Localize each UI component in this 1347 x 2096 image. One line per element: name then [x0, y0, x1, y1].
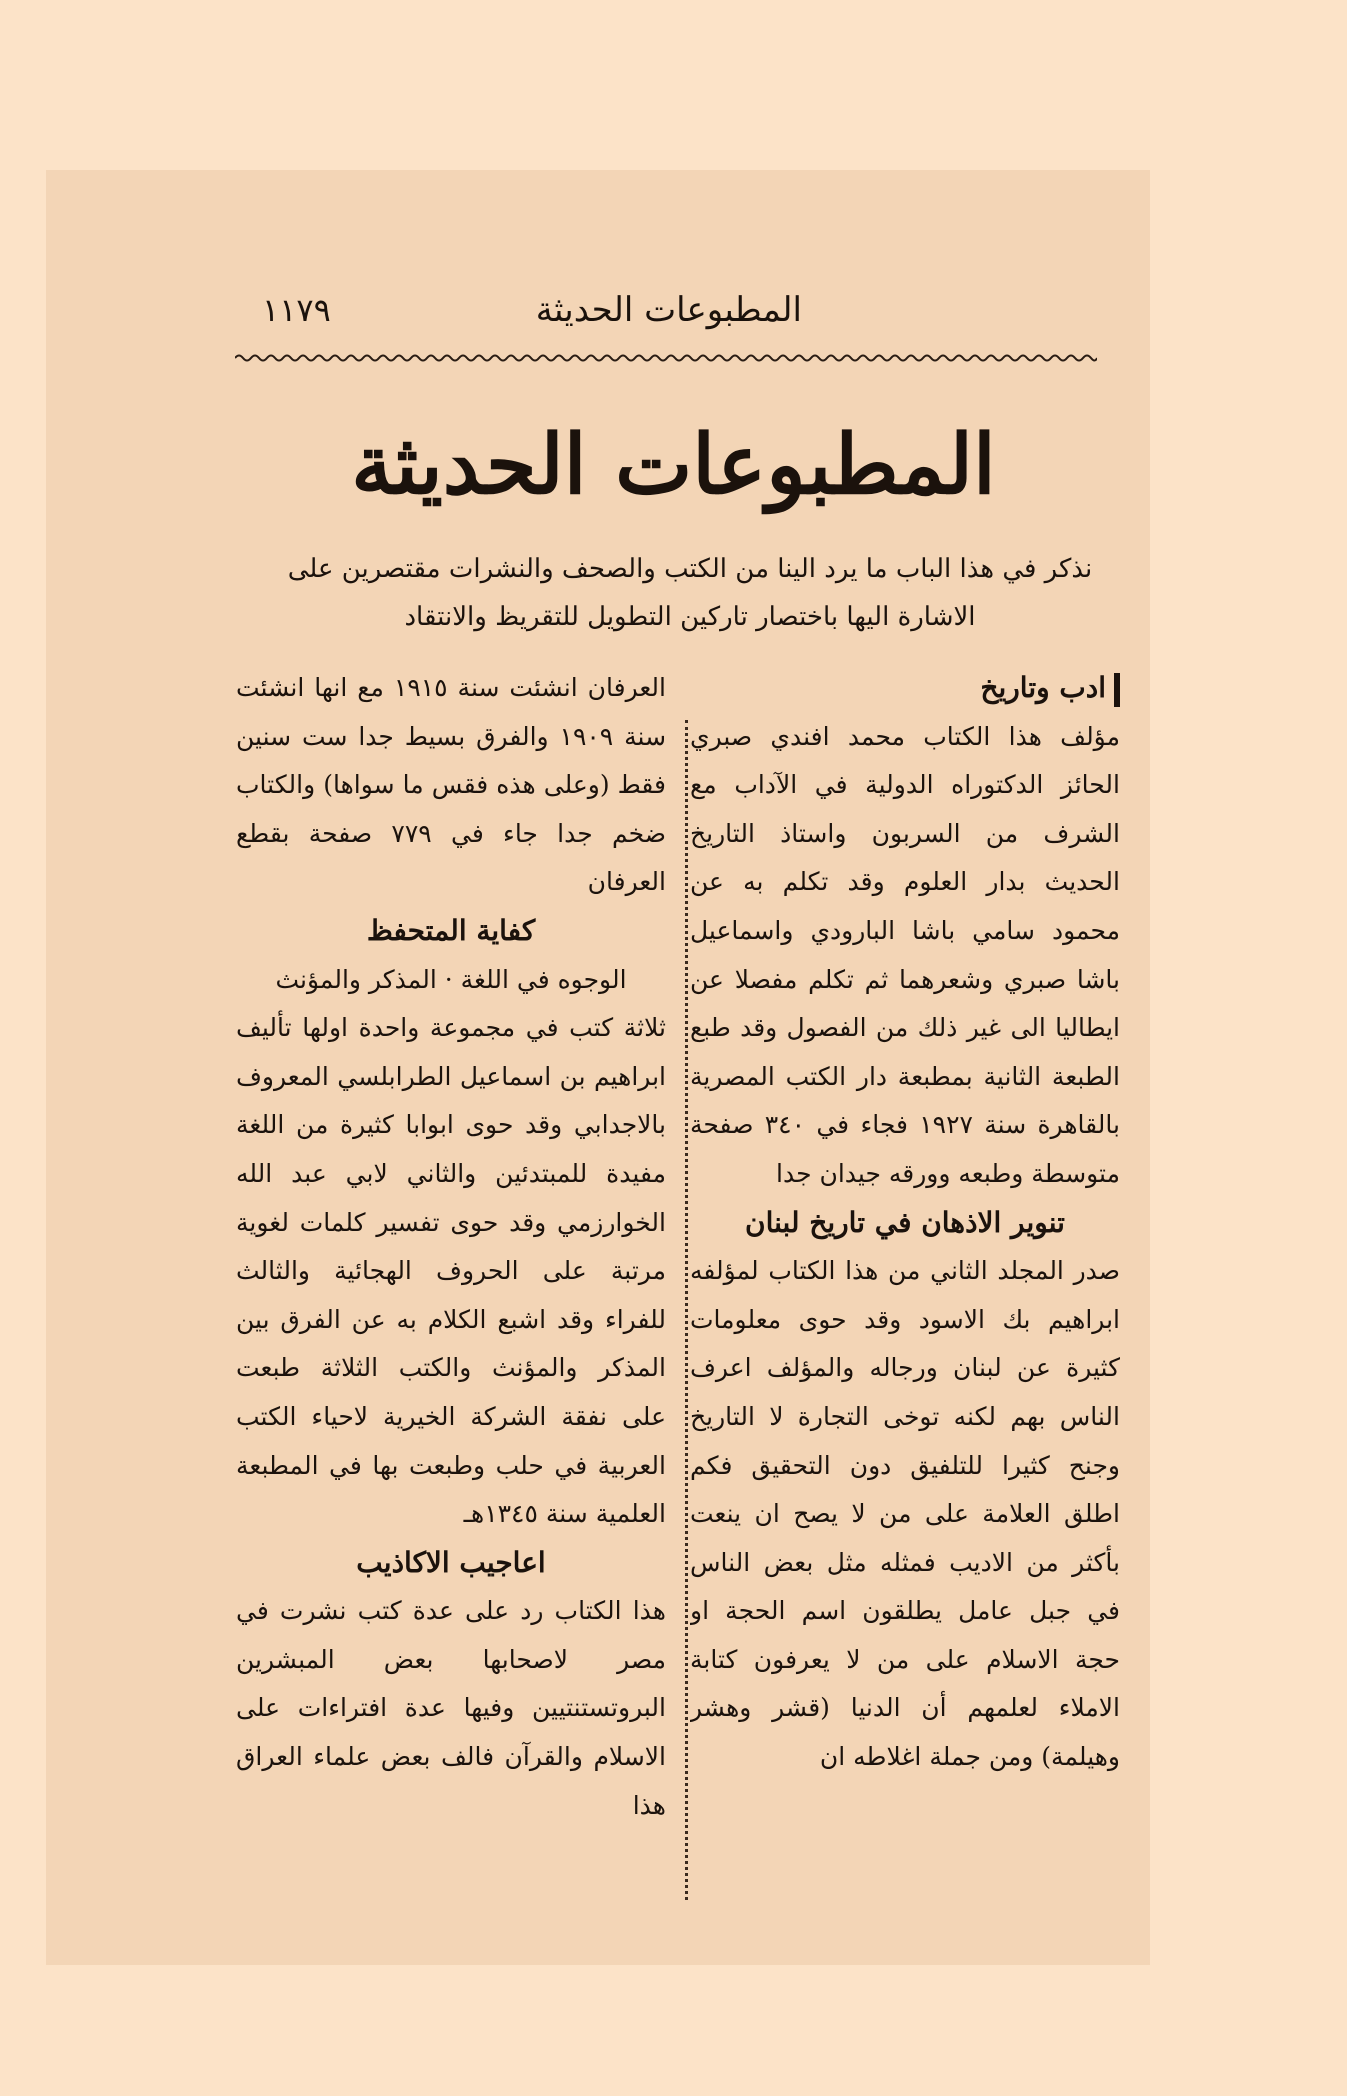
subheading-kifayat: الوجوه في اللغة · المذكر والمؤنث: [275, 964, 627, 994]
running-title: المطبوعات الحديثة: [535, 290, 802, 330]
review-tanwir-al-adhhan: صدر المجلد الثاني من هذا الكتاب لمؤلفه ابراهيم بك الاسود وقد حوى معلومات كثيرة عن لبنان ورجاله والمؤلف اعرف الناس بهم لكنه توخى التجارة لا التاريخ وجنح كثيرا للتلفيق دون التحقيق فكم اطلق العلامة على من لا يصح ان ينعت بأكثر من الاديب فمثله مثل بعض الناس في جبل عامل يطلقون اسم الحجة او حجة الاسلام على من لا يعرفون كتابة الاملاء لعلمهم أن الدنيا (قشر وهشر وهيلمة) ومن جملة اغلاطه ان: [690, 1256, 1120, 1772]
review-aajib-al-akadhib: هذا الكتاب رد على عدة كتب نشرت في مصر لاصحابها بعض المبشرين البروتستنتيين وفيها عدة افتراءات على الاسلام والقرآن فالف بعض علماء العراق هذا: [236, 1596, 666, 1820]
left-column: [236, 664, 666, 1904]
heading-tanwir-al-adhhan: تنوير الاذهان في تاريخ لبنان: [745, 1205, 1065, 1239]
heading-adab-tarikh: [690, 664, 1120, 713]
right-column: [690, 664, 1120, 1904]
heading-text: ادب وتاريخ: [980, 671, 1106, 704]
heading-kifayat-al-mutahaffiz: كفاية المتحفظ: [366, 913, 536, 947]
heading-aajib-al-akadhib: اعاجيب الاكاذيب: [356, 1545, 546, 1579]
review-adab-tarikh: مؤلف هذا الكتاب محمد افندي صبري الحائز الدكتوراه الدولية في الآداب مع الشرف من السربون واستاذ التاريخ الحديث بدار العلوم وقد تكلم به عن محمود سامي باشا البارودي واسماعيل باشا صبري وشعرهما ثم تكلم مفصلا عن ايطاليا الى غير ذلك من الفصول وقد طبع الطبعة الثانية بمطبعة دار الكتب المصرية بالقاهرة سنة ١٩٢٧ فجاء في ٣٤٠ صفحة متوسطة وطبعه وورقه جيدان جدا: [690, 721, 1120, 1188]
section-title: المطبوعات الحديثة: [351, 417, 996, 513]
heading-bar: [1114, 673, 1120, 707]
intro-paragraph: نذكر في هذا الباب ما يرد الينا من الكتب والصحف والنشرات مقتصرين على الاشارة اليها باختصار تاركين التطويل للتقريظ والانتقاد: [287, 554, 1093, 632]
running-header: [0, 280, 1347, 340]
page-number: ١١٧٩: [262, 291, 331, 329]
review-kifayat: ثلاثة كتب في مجموعة واحدة اولها تأليف ابراهيم بن اسماعيل الطرابلسي المعروف بالاجدابي وقد حوى ابوابا كثيرة من اللغة مفيدة للمبتدئين والثاني لابي عبد الله الخوارزمي وقد حوى تفسير كلمات لغوية مرتبة على الحروف الهجائية والثالث للفراء وقد اشبع الكلام به عن الفرق بين المذكر والمؤنث والكتب الثلاثة طبعت على نفقة الشركة الخيرية لاحياء الكتب العربية في حلب وطبعت بها في المطبعة العلمية سنة ١٣٤٥هـ: [236, 1013, 666, 1529]
column-divider: [685, 720, 688, 1900]
header-wavy-rule: [235, 352, 1097, 364]
review-continuation: العرفان انشئت سنة ١٩١٥ مع انها انشئت سنة ١٩٠٩ والفرق بسيط جدا ست سنين فقط (وعلى هذه فقس ما سواها) والكتاب ضخم جدا جاء في ٧٧٩ صفحة بقطع العرفان: [236, 673, 666, 897]
